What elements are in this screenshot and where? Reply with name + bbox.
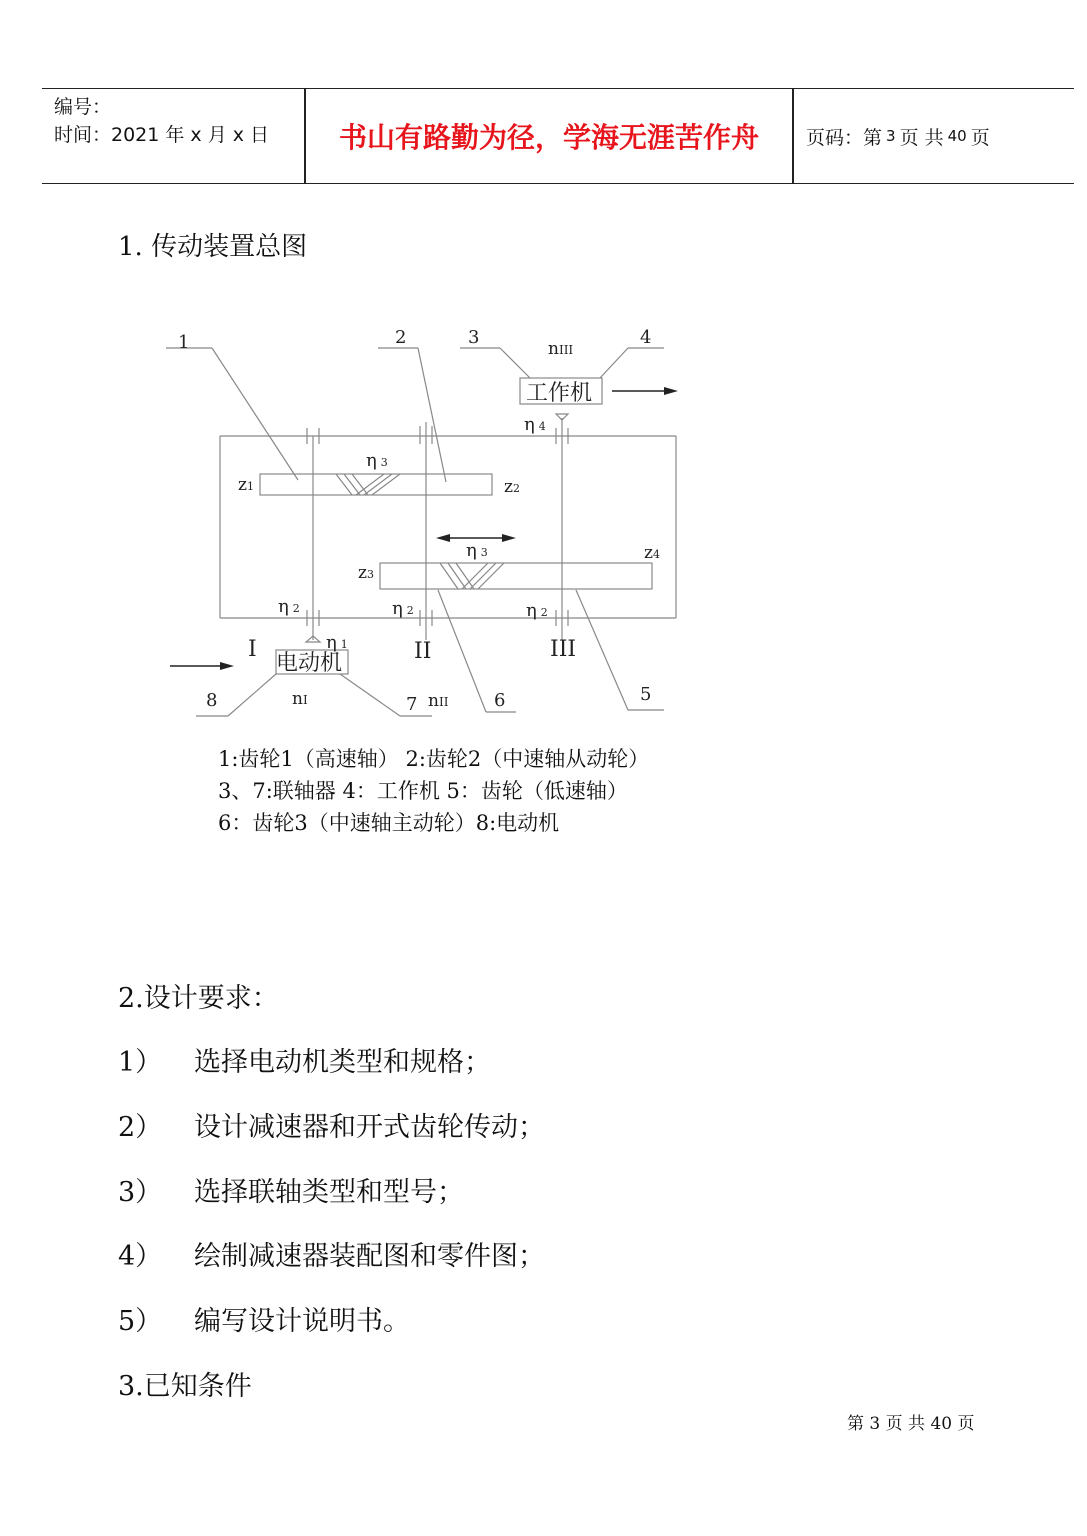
callout-3: 3 bbox=[468, 327, 480, 348]
requirement-number: 2） bbox=[118, 1112, 163, 1143]
callout-8: 8 bbox=[206, 690, 218, 711]
eta2-shaft3: η 2 bbox=[526, 600, 548, 621]
eta3-lower: η 3 bbox=[466, 540, 488, 561]
callout-7: 7 bbox=[406, 694, 418, 715]
legend-line: 6：齿轮3（中速轴主动轮）8:电动机 bbox=[218, 811, 560, 835]
eta1: η 1 bbox=[326, 632, 348, 653]
shaft-label-3: III bbox=[550, 637, 577, 662]
footer-mid: 页 共 bbox=[885, 1414, 926, 1434]
z1-label: z1 bbox=[238, 475, 254, 495]
requirement-number: 5） bbox=[118, 1306, 163, 1337]
page-current: 3 bbox=[886, 127, 896, 145]
page-prefix: 页码：第 bbox=[806, 126, 883, 149]
callout-1: 1 bbox=[178, 332, 190, 353]
diagram-legend bbox=[218, 743, 649, 839]
section1-title: 1. 传动装置总图 bbox=[118, 232, 308, 262]
footer-total: 40 bbox=[930, 1414, 953, 1434]
callout-2: 2 bbox=[395, 327, 407, 348]
requirement-item bbox=[118, 1105, 545, 1144]
requirement-item bbox=[118, 1234, 545, 1273]
callout-5: 5 bbox=[640, 684, 652, 705]
speed-n3: nIII bbox=[548, 339, 574, 359]
callout-6: 6 bbox=[494, 690, 506, 711]
page-mid: 页 共 bbox=[899, 126, 944, 149]
eta2-shaft2: η 2 bbox=[392, 598, 414, 619]
requirement-text: 编写设计说明书。 bbox=[194, 1306, 410, 1337]
section2-title: 2.设计要求： bbox=[118, 983, 279, 1014]
requirement-number: 4） bbox=[118, 1241, 163, 1272]
footer-prefix: 第 bbox=[847, 1414, 864, 1434]
page-footer bbox=[847, 1409, 975, 1434]
requirement-number: 3） bbox=[118, 1177, 163, 1208]
speed-n2: nII bbox=[428, 691, 449, 711]
requirement-item bbox=[118, 1299, 410, 1338]
legend-line: 3、7:联轴器 4：工作机 5：齿轮（低速轴） bbox=[218, 779, 628, 803]
requirement-item bbox=[118, 1040, 491, 1079]
speed-n1: nI bbox=[292, 689, 308, 709]
work-machine-label: 工作机 bbox=[526, 381, 593, 406]
requirement-item bbox=[118, 1170, 464, 1209]
number-label: 编号： bbox=[54, 96, 112, 118]
requirement-text: 绘制减速器装配图和零件图； bbox=[194, 1241, 545, 1272]
section3-title: 3.已知条件 bbox=[118, 1371, 252, 1402]
eta2-shaft1: η 2 bbox=[278, 596, 300, 617]
footer-suffix: 页 bbox=[957, 1414, 975, 1434]
time-text: 时间：2021 年 x 月 x 日 bbox=[54, 124, 270, 146]
shaft-label-1: I bbox=[248, 637, 257, 662]
z2-label: z2 bbox=[504, 477, 520, 497]
requirement-number: 1） bbox=[118, 1047, 163, 1078]
footer-current: 3 bbox=[869, 1414, 881, 1434]
callout-4: 4 bbox=[640, 327, 652, 348]
requirement-text: 选择电动机类型和规格； bbox=[194, 1047, 491, 1078]
legend-line: 1:齿轮1（高速轴） 2:齿轮2（中速轴从动轮） bbox=[218, 747, 650, 771]
eta4: η 4 bbox=[524, 414, 546, 435]
shaft-label-2: II bbox=[414, 639, 432, 664]
gear-z3-z4 bbox=[380, 563, 652, 589]
z4-label: z4 bbox=[644, 543, 660, 563]
eta3-upper: η 3 bbox=[366, 450, 388, 471]
header-motto: 书山有路勤为径，学海无涯苦作舟 bbox=[338, 121, 759, 154]
motor-label: 电动机 bbox=[276, 651, 343, 676]
z3-label: z3 bbox=[358, 563, 374, 583]
page-total: 40 bbox=[947, 127, 967, 145]
requirement-text: 设计减速器和开式齿轮传动； bbox=[194, 1112, 545, 1143]
page-suffix: 页 bbox=[970, 126, 990, 149]
requirement-text: 选择联轴类型和型号； bbox=[194, 1177, 464, 1208]
